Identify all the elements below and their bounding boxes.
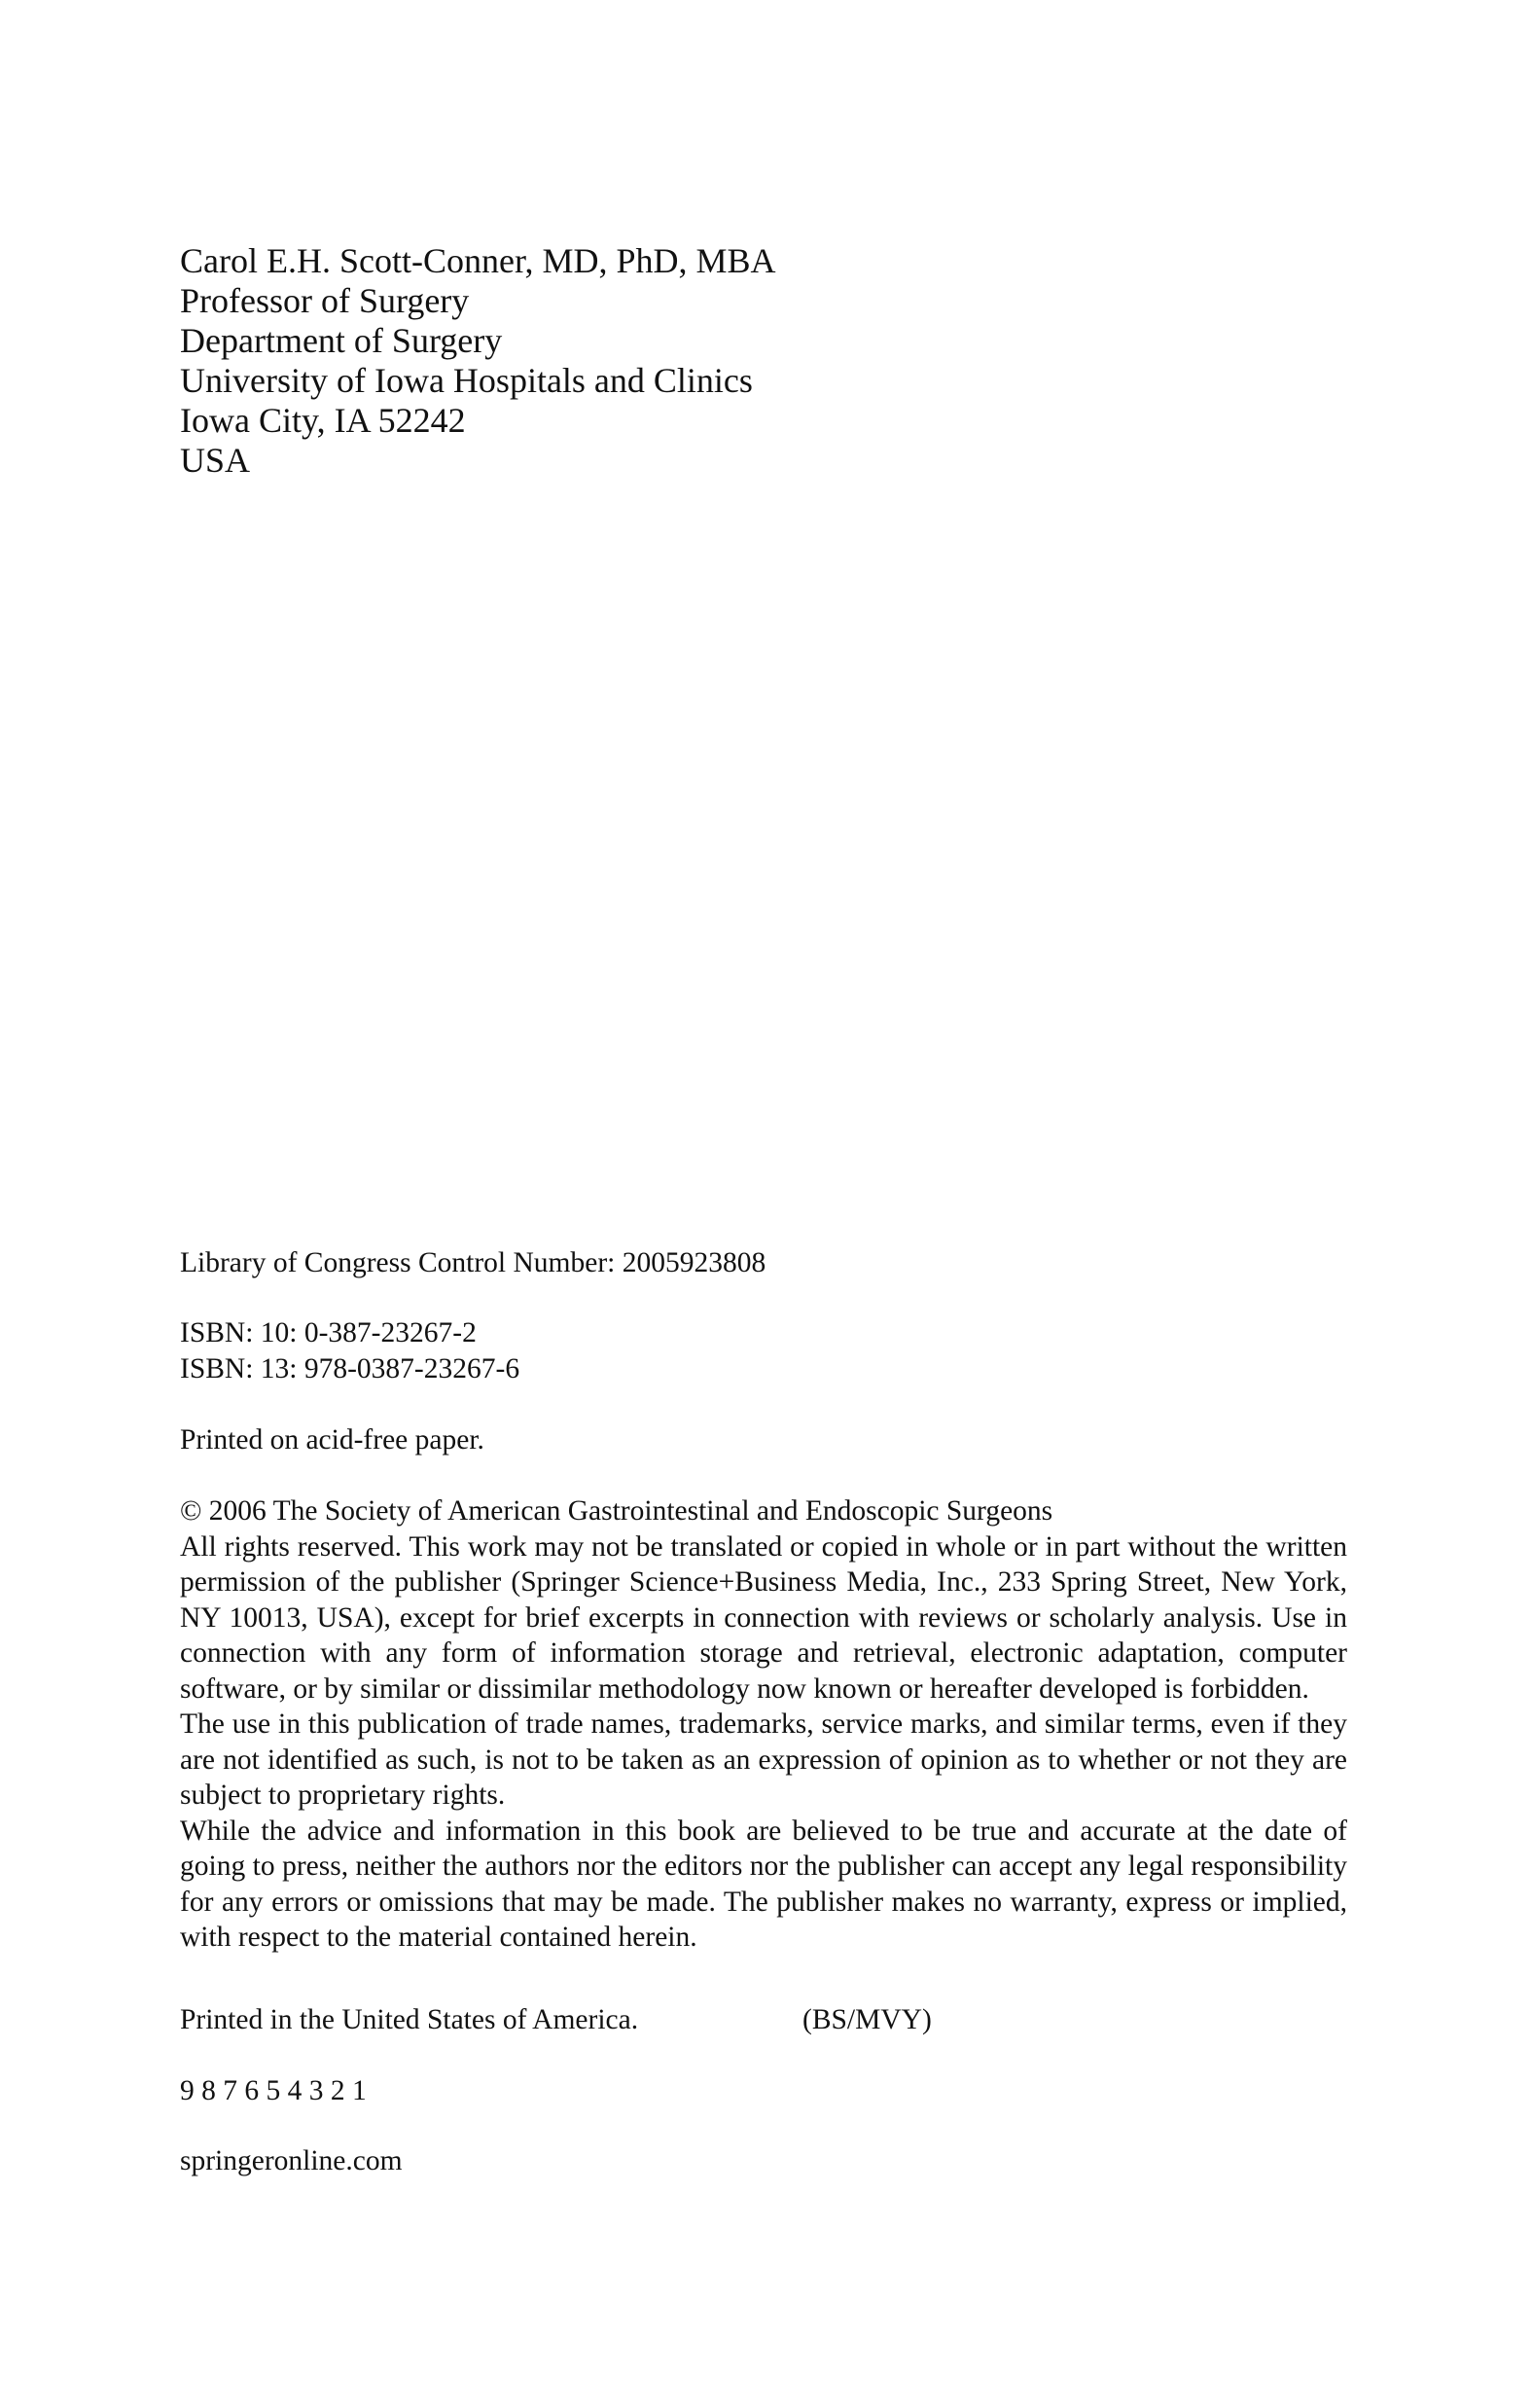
- rights-paragraph: All rights reserved. This work may not be translated or copied in whole or in part without the written permission of the publisher (Springer Science+Business Media, Inc., 233 Spring Street, New York, NY 10013, USA), except for brief excerpts in connection with reviews or scholarly analysis. Use in connection with any form of information storage and retrieval, electronic adaptation, computer software, or by similar or dissimilar methodology now known or hereafter developed is forbidden.: [180, 1530, 1347, 1705]
- author-institution: University of Iowa Hospitals and Clinics: [180, 361, 753, 400]
- isbn-10: ISBN: 10: 0-387-23267-2: [180, 1317, 477, 1348]
- acid-free-paper-note: Printed on acid-free paper.: [180, 1424, 484, 1456]
- author-city: Iowa City, IA 52242: [180, 401, 466, 440]
- print-line: 9 8 7 6 5 4 3 2 1: [180, 2075, 367, 2106]
- publisher-website: springeronline.com: [180, 2145, 403, 2176]
- website-block: [180, 2143, 1347, 2179]
- trademark-paragraph: The use in this publication of trade names, trademarks, service marks, and similar terms, even if they are not identified as such, is not to be taken as an expression of opinion as to whether or not they are subject to proprietary rights.: [180, 1708, 1347, 1811]
- copyright-notice: © 2006 The Society of American Gastrointestinal and Endoscopic Surgeons: [180, 1495, 1053, 1527]
- paper-note-block: [180, 1422, 1347, 1458]
- lccn: Library of Congress Control Number: 2005923808: [180, 1247, 766, 1278]
- print-line-block: [180, 2073, 1347, 2109]
- author-country: USA: [180, 441, 251, 480]
- author-title: Professor of Surgery: [180, 281, 470, 320]
- disclaimer-paragraph: While the advice and information in this book are believed to be true and accurate at the date of going to press, neither the authors nor the editors nor the publisher can accept any legal responsibility for any errors or omissions that may be made. The publisher makes no warranty, express or implied, with respect to the material contained herein.: [180, 1815, 1347, 1953]
- author-name: Carol E.H. Scott-Conner, MD, PhD, MBA: [180, 241, 776, 280]
- author-department: Department of Surgery: [180, 321, 503, 360]
- lccn-block: [180, 1245, 1347, 1281]
- isbn-13: ISBN: 13: 978-0387-23267-6: [180, 1352, 520, 1384]
- printed-in-country: Printed in the United States of America.: [180, 2004, 639, 2035]
- printer-code: (BS/MVY): [802, 2004, 932, 2035]
- rights-block: [180, 1493, 1347, 1956]
- isbn-block: [180, 1315, 1347, 1386]
- author-address: [180, 241, 1347, 481]
- printed-in-block: [180, 2002, 1347, 2038]
